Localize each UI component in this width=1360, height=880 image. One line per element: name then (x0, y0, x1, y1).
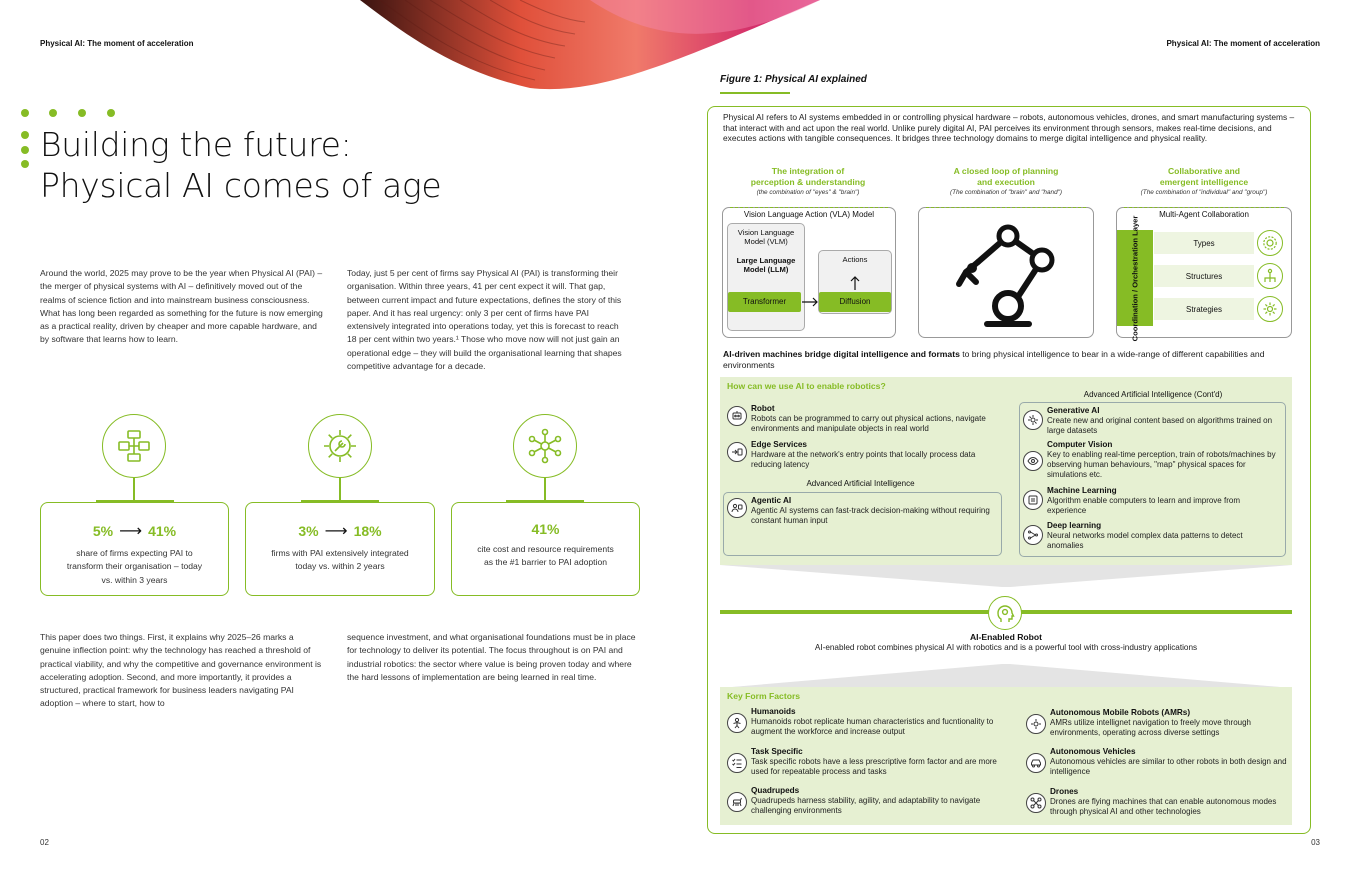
task-list-icon (727, 753, 747, 773)
diffusion-block: Diffusion (819, 292, 891, 312)
column-1-heading-line2: perception & understanding (750, 176, 866, 187)
column-3-subheading: (The combination of "individual" and "group") (1140, 189, 1268, 196)
form-factor-desc: Autonomous vehicles are similar to other robots in both design and intelligence (1050, 757, 1287, 776)
column-2-heading (918, 166, 1094, 187)
column-1-heading (722, 166, 894, 187)
left-running-header: Physical AI: The moment of acceleration (40, 39, 194, 48)
column-3-heading-line2: emergent intelligence (1159, 176, 1249, 187)
arrow-up-icon (849, 275, 861, 291)
usage-item-title: Machine Learning (1047, 486, 1117, 495)
title-line-1: Building the future: (40, 125, 352, 164)
usage-heading: How can we use AI to enable robotics? (727, 381, 886, 391)
intro-paragraph-2: Today, just 5 per cent of firms say Physical AI (PAI) is transforming their organisation. Within three years, 41 per cent expect it will. That gap, between current impact and future expectations, defines the story of this paper. And it has real urgency: only 3 per cent of firms have PAI extensively integrated into operations today, yet this is forecast to reach 18 per cent within two years.¹ Those who move now will not just gain an operational edge – they will build the organisational learning that shapes competitive advantage for a decade. (347, 268, 622, 372)
mac-row-structures: Structures (1154, 265, 1254, 287)
stat-3-label: cite cost and resource requirements as the #1 barrier to PAI adoption (477, 544, 614, 568)
actions-label: Actions (842, 255, 868, 264)
form-factor-amrs (1026, 708, 1288, 742)
advanced-ai-label: Advanced Artificial Intelligence (806, 479, 915, 488)
column-3-heading-line1: Collaborative and (1167, 166, 1241, 176)
usage-item-robot (727, 404, 1007, 436)
usage-item-title: Agentic AI (751, 496, 792, 505)
column-2-heading-line2: and execution (977, 176, 1035, 187)
usage-item-desc: Create new and original content based on algorithms trained on large datasets (1047, 416, 1273, 435)
llm-label: Large Language Model (LLM) (736, 256, 796, 275)
title-line-2: Physical AI comes of age (40, 166, 442, 205)
network-icon (513, 414, 577, 478)
usage-item-machine-learning (1023, 486, 1283, 518)
column-1-subheading: (the combination of "eyes" & "brain") (756, 189, 860, 196)
mac-row-strategies: Strategies (1154, 298, 1254, 320)
multi-agent-title: Multi-Agent Collaboration (1159, 210, 1249, 219)
stat-1-from: 5% (92, 523, 114, 539)
advanced-ai-contd-label: Advanced Artificial Intelligence (Cont'd) (1083, 390, 1223, 399)
arrow-right-icon (801, 296, 819, 308)
usage-item-computer-vision (1023, 440, 1283, 482)
form-factor-task-specific (727, 747, 1007, 781)
robotic-arm-icon (950, 220, 1062, 332)
panel-dashed-top (730, 207, 888, 208)
usage-item-title: Edge Services (751, 440, 807, 449)
arrow-right-icon: ⟶ (324, 523, 348, 540)
agent-icon (727, 498, 747, 518)
machine-learning-icon (1023, 490, 1043, 510)
form-factor-desc: Humanoids robot replicate human characteristics and fucntionality to augment the workforce and increase output (751, 717, 994, 736)
arrow-right-icon: ⟶ (119, 523, 143, 540)
form-factor-title: Humanoids (751, 707, 796, 716)
deep-learning-icon (1023, 525, 1043, 545)
amr-icon (1026, 714, 1046, 734)
usage-item-title: Robot (751, 404, 775, 413)
coordination-layer-label (1117, 215, 1153, 341)
stat-2-from: 3% (298, 523, 319, 539)
panel-dashed-top (926, 207, 1086, 208)
usage-item-agentic-ai (727, 496, 997, 528)
bridge-statement (723, 349, 1298, 371)
closing-paragraph-2: sequence investment, and what organisational foundations must be in place for technology to deliver its potential. The focus throughout is on PAI and industrial robotics: the sector where value is being proven today and where the hard lessons of implementation are being learned in real time. (347, 632, 636, 682)
usage-item-title: Deep learning (1047, 521, 1102, 530)
column-2-heading-line1: A closed loop of planning (953, 166, 1059, 176)
funnel-connector-top (720, 565, 1292, 587)
column-1-heading-line1: The integration of (771, 166, 845, 176)
usage-item-desc: Robots can be programmed to carry out physical actions, navigate environments and manipulate objects in real world (751, 414, 986, 433)
bridge-statement-bold: AI-driven machines bridge digital intelligence and formats (723, 349, 960, 359)
vehicle-icon (1026, 753, 1046, 773)
form-factor-desc: Drones are flying machines that can enable autonomous modes through physical AI and other technologies (1050, 797, 1277, 816)
funnel-connector-bottom (720, 664, 1292, 688)
form-factor-humanoids (727, 707, 1007, 741)
usage-item-desc: Agentic AI systems can fast-track decision-making without requiring constant human input (751, 506, 990, 525)
robot-icon (727, 406, 747, 426)
usage-item-desc: Algorithm enable computers to learn and improve from experience (1047, 496, 1240, 515)
figure-intro: Physical AI refers to AI systems embedded in or controlling physical hardware – robots, autonomous vehicles, drones, and smart manufacturing systems – that interact with and act upon the real world. Unlike purely digital AI, PAI perceives its environment through sensors, makes real-time decisions, and executes actions with tangible consequences. It bridges three technology domains to merge digital intelligence and physical reality. (723, 112, 1295, 144)
usage-item-deep-learning (1023, 521, 1283, 553)
right-running-header: Physical AI: The moment of acceleration (1166, 39, 1320, 48)
computer-vision-icon (1023, 451, 1043, 471)
form-factor-title: Quadrupeds (751, 786, 800, 795)
vla-model-title: Vision Language Action (VLA) Model (743, 210, 875, 219)
settings-icon (1257, 230, 1283, 256)
stat-1-to: 41% (148, 523, 177, 539)
strategy-gear-icon (1257, 296, 1283, 322)
figure-title: Figure 1: Physical AI explained (720, 74, 867, 85)
bridge-statement-rest: to bring physical intelligence to bear in a wide-range of different capabilities and environments (723, 349, 1265, 370)
column-2-subheading: (The combination of "brain" and "hand") (949, 189, 1063, 196)
stat-3-value: 41% (531, 521, 560, 537)
panel-dashed-top (1124, 207, 1284, 208)
form-factor-title: Task Specific (751, 747, 803, 756)
stat-1-label: share of firms expecting PAI to transform their organisation – today vs. within 3 years (66, 548, 203, 585)
stat-2-to: 18% (353, 523, 382, 539)
hierarchy-icon (1257, 263, 1283, 289)
stat-2-label: firms with PAI extensively integrated today vs. within 2 years (271, 548, 409, 572)
edge-services-icon (727, 442, 747, 462)
usage-item-desc: Key to enabling real-time perception, train of robots/machines by observing human behaviours, "map" physical spaces for simulations etc. (1047, 450, 1276, 479)
form-factor-title: Autonomous Mobile Robots (AMRs) (1050, 708, 1191, 717)
usage-item-title: Computer Vision (1047, 440, 1113, 449)
coordination-layer-text: Coordination / Orchestration Layer (1130, 215, 1140, 341)
form-factor-desc: Task specific robots have a less prescriptive form factor and are more used for repeatable process and tasks (751, 757, 997, 776)
page-title (40, 124, 600, 206)
usage-item-title: Generative AI (1047, 406, 1100, 415)
usage-item-desc: Neural networks model complex data patterns to detect anomalies (1047, 531, 1243, 550)
generative-ai-icon (1023, 410, 1043, 430)
quadruped-icon (727, 792, 747, 812)
usage-item-desc: Hardware at the network's entry points that locally process data reducing latency (751, 450, 976, 469)
flowchart-icon (102, 414, 166, 478)
form-factor-autonomous-vehicles (1026, 747, 1288, 781)
drone-icon (1026, 793, 1046, 813)
form-factor-title: Drones (1050, 787, 1079, 796)
form-factor-quadrupeds (727, 786, 1007, 820)
form-factor-desc: Quadrupeds harness stability, agility, and adaptability to navigate challenging environments (751, 796, 981, 815)
column-3-heading (1116, 166, 1292, 187)
mac-row-types: Types (1154, 232, 1254, 254)
usage-item-edge-services (727, 440, 1007, 472)
ai-head-icon (988, 596, 1022, 630)
form-factor-drones (1026, 787, 1288, 821)
gear-wrench-icon (308, 414, 372, 478)
usage-item-generative-ai (1023, 406, 1283, 438)
vlm-label: Vision Language Model (VLM) (737, 228, 795, 247)
form-factor-desc: AMRs utilize intellignet navigation to freely move through environments, operating across diverse settings (1050, 718, 1251, 737)
ai-enabled-robot-title: AI-Enabled Robot (969, 632, 1043, 642)
ai-enabled-robot-desc: AI-enabled robot combines physical AI with robotics and is a powerful tool with cross-industry applications (814, 643, 1198, 652)
right-page-number: 03 (1311, 838, 1320, 847)
humanoid-icon (727, 713, 747, 733)
intro-paragraph-1: Around the world, 2025 may prove to be the year when Physical AI (PAI) – the merger of physical systems with AI – definitively moved out of the realms of science fiction and into mainstream business consciousness. What has long been regarded as something for the future is now emerging as a practical reality, driven by cheaper and more capable hardware, and by software that learns how to learn. (40, 268, 323, 345)
form-factors-heading: Key Form Factors (727, 691, 801, 701)
closing-paragraph-1: This paper does two things. First, it explains why 2025–26 marks a genuine inflection point: why the technology has reached a threshold of practical viability, and why the competitive and governance environment is accelerating adoption. Second, and more importantly, it provides a structured, practical framework for business leaders navigating PAI adoption – where to start, how to (40, 632, 322, 709)
transformer-block: Transformer (728, 292, 801, 312)
form-factor-title: Autonomous Vehicles (1050, 747, 1136, 756)
figure-title-underline (720, 92, 790, 94)
left-page-number: 02 (40, 838, 49, 847)
